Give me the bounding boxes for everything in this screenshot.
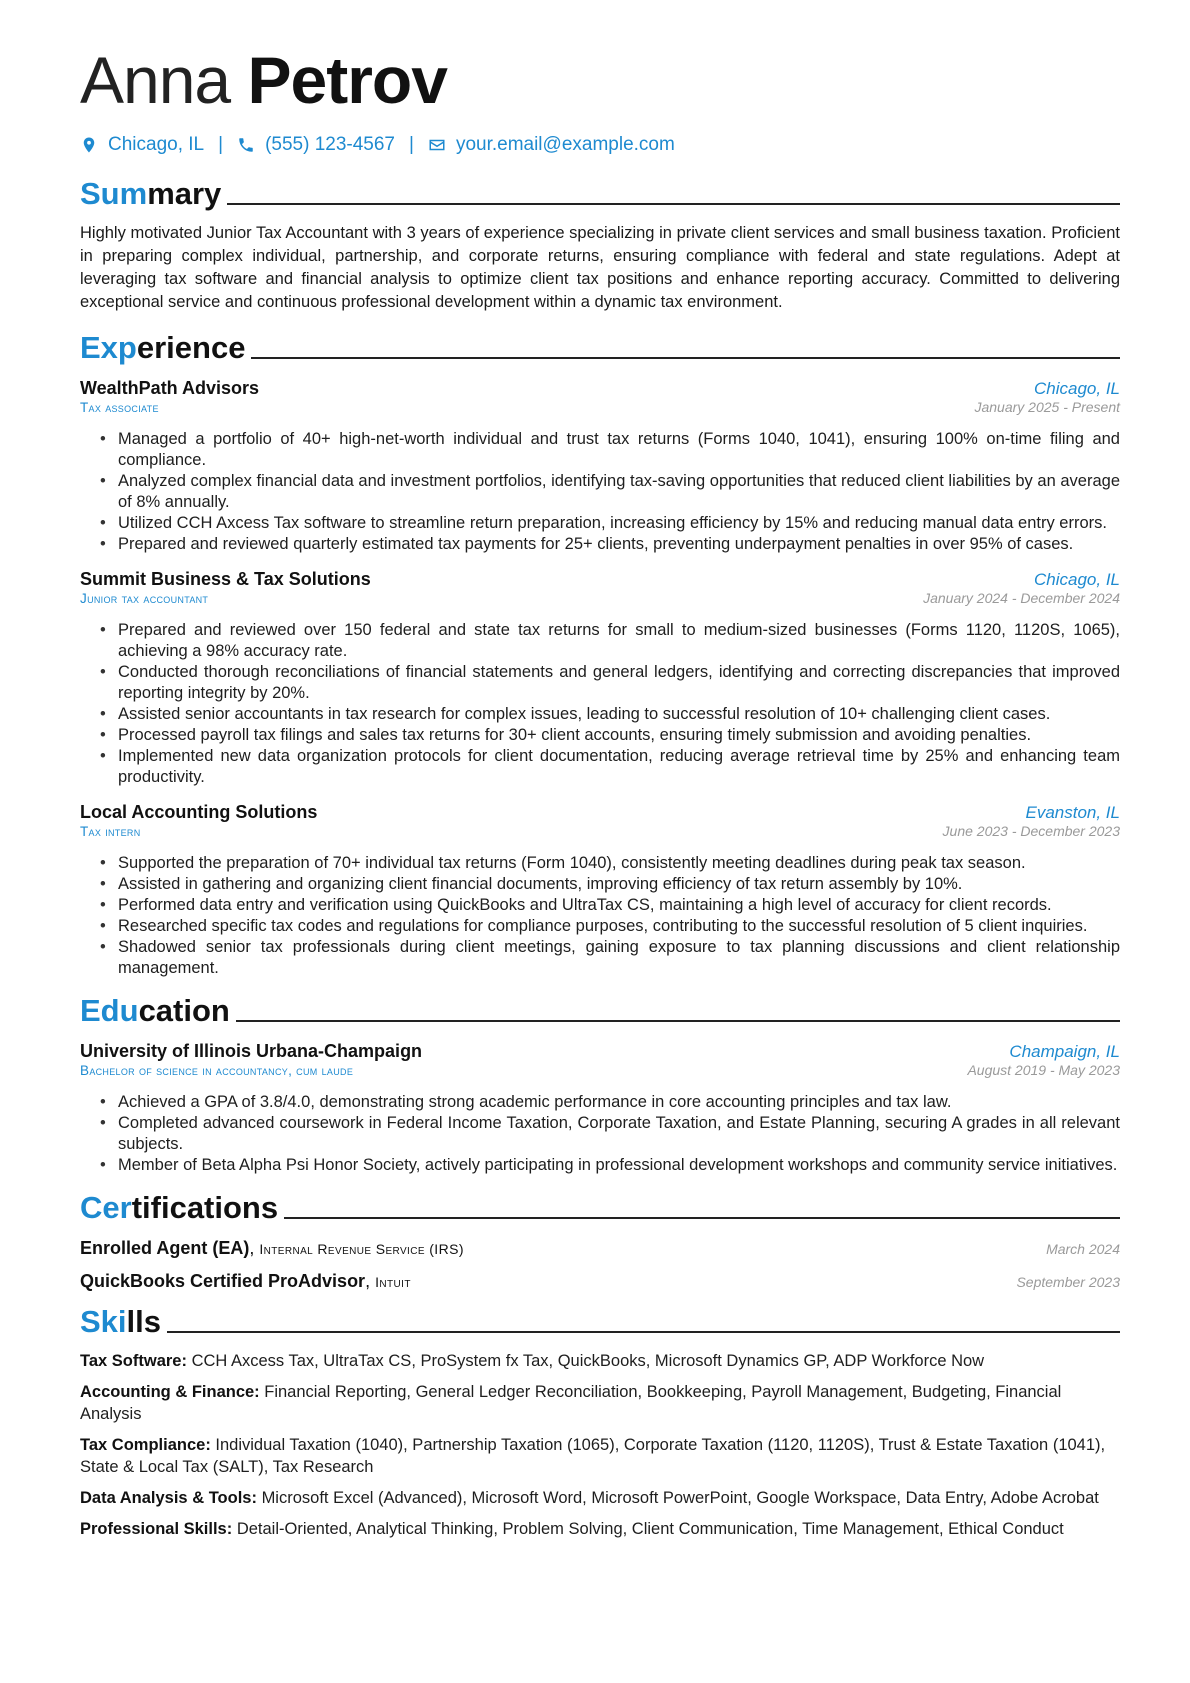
section-rule (227, 203, 1120, 205)
skill-value: Individual Taxation (1040), Partnership Taxation (1065), Corporate Taxation (1120, 1120S), Trust & Estate Taxation (1041), State & Local Tax (SALT), Tax Research (80, 1436, 1106, 1476)
certification-name: Enrolled Agent (EA) (80, 1238, 250, 1258)
certification-name: QuickBooks Certified ProAdvisor (80, 1271, 366, 1291)
contact-separator: | (409, 134, 414, 155)
school-location: Champaign, IL (1009, 1042, 1120, 1061)
last-name: Petrov (247, 43, 447, 117)
summary-heading (80, 172, 1120, 212)
skill-value: Detail-Oriented, Analytical Thinking, Problem Solving, Client Communication, Time Management, Ethical Conduct (236, 1520, 1064, 1538)
phone-icon (237, 136, 255, 154)
skill-value: Financial Reporting, General Ledger Reconciliation, Bookkeeping, Payroll Management, Budgeting, Financial Analysis (80, 1383, 1062, 1423)
list-item: • Managed a portfolio of 40+ high-net-worth individual and trust tax returns (Forms 1040, 1041), ensuring 100% on-time filing and compliance. (118, 429, 1120, 471)
first-name: Anna (80, 43, 231, 117)
skill-label: Data Analysis & Tools: (80, 1489, 257, 1507)
list-item: • Conducted thorough reconciliations of financial statements and general ledgers, identifying and correcting discrepancies that improved reporting integrity by 20%. (118, 662, 1120, 704)
location-text: Chicago, IL (108, 134, 205, 155)
summary-text: Highly motivated Junior Tax Accountant with 3 years of experience specializing in private client services and small business taxation. Proficient in preparing complex individual, partnership, and corporate returns, ensuring compliance with federal and state regulations. Adept at leveraging tax software and financial analysis to optimize client tax positions and enhance reporting accuracy. Committed to delivering exceptional service and continuous professional development within a dynamic tax environment. (80, 224, 1120, 311)
skill-value: Microsoft Excel (Advanced), Microsoft Word, Microsoft PowerPoint, Google Workspace, Data Entry, Adobe Acrobat (261, 1489, 1099, 1507)
skill-label: Accounting & Finance: (80, 1383, 260, 1401)
contact-location (80, 134, 204, 156)
list-item: • Prepared and reviewed over 150 federal and state tax returns for small to medium-sized businesses (Forms 1120, 1120S, 1065), achieving a 98% accuracy rate. (118, 620, 1120, 662)
skill-value: CCH Axcess Tax, UltraTax CS, ProSystem fx Tax, QuickBooks, Microsoft Dynamics GP, ADP Workforce Now (191, 1352, 985, 1370)
section-rule (284, 1217, 1120, 1219)
certification-date: March 2024 (1046, 1241, 1120, 1257)
list-item: • Completed advanced coursework in Federal Income Taxation, Corporate Taxation, and Estate Planning, securing A grades in all relevant subjects. (118, 1113, 1120, 1155)
list-item: • Implemented new data organization protocols for client documentation, reducing average retrieval time by 25% and enhancing team productivity. (118, 746, 1120, 788)
envelope-icon (428, 136, 446, 154)
list-item: • Prepared and reviewed quarterly estimated tax payments for 25+ clients, preventing underpayment penalties in over 95% of cases. (118, 534, 1120, 555)
list-item: • Analyzed complex financial data and investment portfolios, identifying tax-saving opportunities that reduced client liabilities by an average of 8% annually. (118, 471, 1120, 513)
education-bullets (80, 1092, 1120, 1176)
contact-line (80, 132, 1120, 158)
list-item: • Shadowed senior tax professionals during client meetings, gaining exposure to tax planning discussions and client relationship management. (118, 937, 1120, 979)
contact-separator: | (218, 134, 224, 155)
school-name: University of Illinois Urbana-Champaign (80, 1041, 423, 1061)
skill-row (80, 1434, 1120, 1478)
job-bullets (80, 429, 1120, 555)
education-heading (80, 989, 1120, 1029)
job-entry (80, 802, 1120, 979)
skill-row (80, 1381, 1120, 1425)
job-entry (80, 378, 1120, 555)
list-item: • Assisted senior accountants in tax research for complex issues, leading to successful resolution of 10+ challenging client cases. (118, 704, 1120, 725)
skill-row (80, 1518, 1120, 1540)
job-bullets (80, 620, 1120, 788)
job-location: Evanston, IL (1025, 803, 1120, 822)
list-item: • Processed payroll tax filings and sales tax returns for 30+ client accounts, ensuring timely submission and avoiding penalties. (118, 725, 1120, 746)
map-pin-icon (80, 136, 98, 154)
list-item: • Utilized CCH Axcess Tax software to streamline return preparation, increasing efficiency by 15% and reducing manual data entry errors. (118, 513, 1120, 534)
section-title: Experience (80, 330, 246, 365)
job-dates: January 2025 - Present (974, 399, 1120, 415)
certification-issuer: Internal Revenue Service (IRS) (259, 1241, 464, 1257)
skill-label: Professional Skills: (80, 1520, 233, 1538)
list-item: • Researched specific tax codes and regulations for compliance purposes, contributing to the successful resolution of 5 client inquiries. (118, 916, 1120, 937)
section-title: Skills (80, 1304, 161, 1339)
certification-item: QuickBooks Certified ProAdvisor, Intuit September 2023 (80, 1271, 1120, 1291)
contact-email[interactable] (428, 134, 675, 156)
list-item: • Achieved a GPA of 3.8/4.0, demonstrating strong academic performance in core accounting principles and tax law. (118, 1092, 1120, 1113)
experience-heading (80, 326, 1120, 366)
section-title: Education (80, 993, 230, 1028)
section-title: Certifications (80, 1190, 279, 1225)
education-dates: August 2019 - May 2023 (967, 1062, 1120, 1078)
skill-label: Tax Software: (80, 1352, 187, 1370)
job-entry (80, 569, 1120, 788)
company-name: Summit Business & Tax Solutions (80, 569, 371, 589)
job-location: Chicago, IL (1034, 379, 1120, 398)
certification-date: September 2023 (1016, 1274, 1120, 1290)
section-title: Summary (80, 176, 222, 211)
skill-row (80, 1487, 1120, 1509)
job-title: Junior tax accountant (80, 591, 209, 606)
skill-label: Tax Compliance: (80, 1436, 211, 1454)
certification-issuer: Intuit (375, 1274, 411, 1290)
section-rule (236, 1020, 1120, 1022)
job-location: Chicago, IL (1034, 570, 1120, 589)
section-rule (251, 357, 1120, 359)
list-item: • Assisted in gathering and organizing client financial documents, improving efficiency of tax return assembly by 10%. (118, 874, 1120, 895)
list-item: • Member of Beta Alpha Psi Honor Society, actively participating in professional development workshops and community service initiatives. (118, 1155, 1120, 1176)
company-name: WealthPath Advisors (80, 378, 260, 398)
list-item: • Supported the preparation of 70+ individual tax returns (Form 1040), consistently meeting deadlines during peak tax season. (118, 853, 1120, 874)
degree: Bachelor of science in accountancy, cum laude (80, 1063, 354, 1078)
job-dates: January 2024 - December 2024 (923, 590, 1120, 606)
contact-phone[interactable] (237, 134, 395, 156)
candidate-name (80, 42, 1120, 118)
skills-heading (80, 1300, 1120, 1340)
certifications-heading (80, 1186, 1120, 1226)
education-entry (80, 1041, 1120, 1176)
phone-text: (555) 123-4567 (265, 134, 395, 155)
company-name: Local Accounting Solutions (80, 802, 318, 822)
certification-item: Enrolled Agent (EA), Internal Revenue Service (IRS) March 2024 (80, 1238, 1120, 1258)
section-rule (167, 1331, 1120, 1333)
list-item: • Performed data entry and verification using QuickBooks and UltraTax CS, maintaining a high level of accuracy for client records. (118, 895, 1120, 916)
job-title: Tax associate (80, 400, 159, 415)
job-dates: June 2023 - December 2023 (942, 823, 1120, 839)
skill-row (80, 1350, 1120, 1372)
job-title: Tax intern (80, 824, 141, 839)
resume-page (80, 42, 1120, 1540)
job-bullets (80, 853, 1120, 979)
email-text: your.email@example.com (455, 134, 675, 155)
